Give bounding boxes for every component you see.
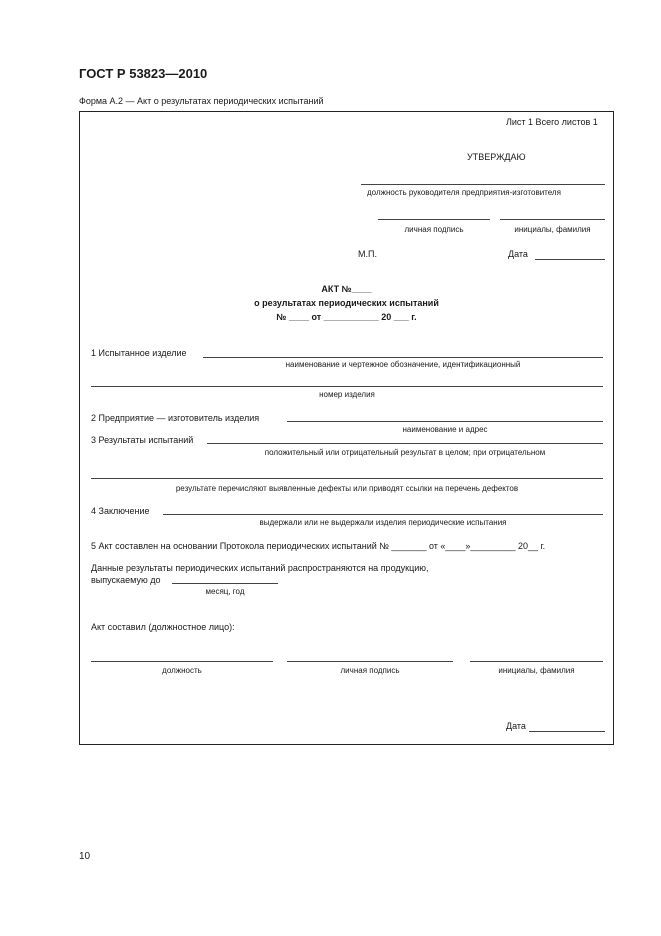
extension-date-line[interactable] [172,583,278,584]
item1-line2[interactable] [91,386,603,387]
sheet-info: Лист 1 Всего листов 1 [506,117,598,127]
act-title: АКТ №____ [321,284,372,294]
act-subtitle: о результатах периодических испытаний [254,298,439,308]
item2-hint: наименование и адрес [402,425,488,434]
item5-text: 5 Акт составлен на основании Протокола периодических испытаний № _______ от «____»_________ 20__ г. [91,541,546,551]
item1-line[interactable] [203,357,603,358]
item2-line[interactable] [287,421,603,422]
item4-line[interactable] [163,514,603,515]
stamp-label: М.П. [358,249,377,259]
item3-label: 3 Результаты испытаний [91,435,194,445]
item3-line[interactable] [207,443,603,444]
item3-hint2: результате перечисляют выявленные дефекты или приводят ссылки на перечень дефектов [175,484,519,493]
approval-date-line[interactable] [535,259,605,260]
extension-date-hint: месяц, год [205,587,245,596]
approver-name-line[interactable] [500,219,605,220]
compiled-by-label: Акт составил (должностное лицо): [91,622,235,632]
item1-hint2: номер изделия [319,390,375,399]
compiler-name-hint: инициалы, фамилия [498,666,575,675]
approval-date-label: Дата [508,249,528,259]
act-number-date: № ____ от ___________ 20 ___ г. [276,312,417,322]
item4-hint: выдержали или не выдержали изделия периодические испытания [259,518,507,527]
approver-signature-line[interactable] [378,219,490,220]
approval-title: УТВЕРЖДАЮ [467,152,526,162]
page-number: 10 [79,851,91,862]
item3-hint1: положительный или отрицательный результат в целом; при отрицательном [264,448,546,457]
item1-hint: наименование и чертежное обозначение, идентификационный [285,360,521,369]
form-caption: Форма А.2 — Акт о результатах периодических испытаний [79,96,324,106]
approver-position-hint: должность руководителя предприятия-изготовителя [367,188,561,197]
approver-name-hint: инициалы, фамилия [514,225,591,234]
bottom-date-line[interactable] [529,731,605,732]
extension-line1: Данные результаты периодических испытаний распространяются на продукцию, [91,563,429,573]
compiler-signature-line[interactable] [287,661,453,662]
compiler-name-line[interactable] [470,661,603,662]
compiler-position-hint: должность [162,666,202,675]
approver-signature-hint: личная подпись [404,225,464,234]
item2-label: 2 Предприятие — изготовитель изделия [91,413,260,423]
extension-line2: выпускаемую до [91,575,161,585]
approver-position-line[interactable] [361,184,605,185]
item1-label: 1 Испытанное изделие [91,348,187,358]
compiler-position-line[interactable] [91,661,273,662]
item4-label: 4 Заключение [91,506,150,516]
item3-line2[interactable] [91,478,603,479]
bottom-date-label: Дата [506,721,526,731]
compiler-signature-hint: личная подпись [340,666,400,675]
standard-code: ГОСТ Р 53823—2010 [79,66,208,81]
